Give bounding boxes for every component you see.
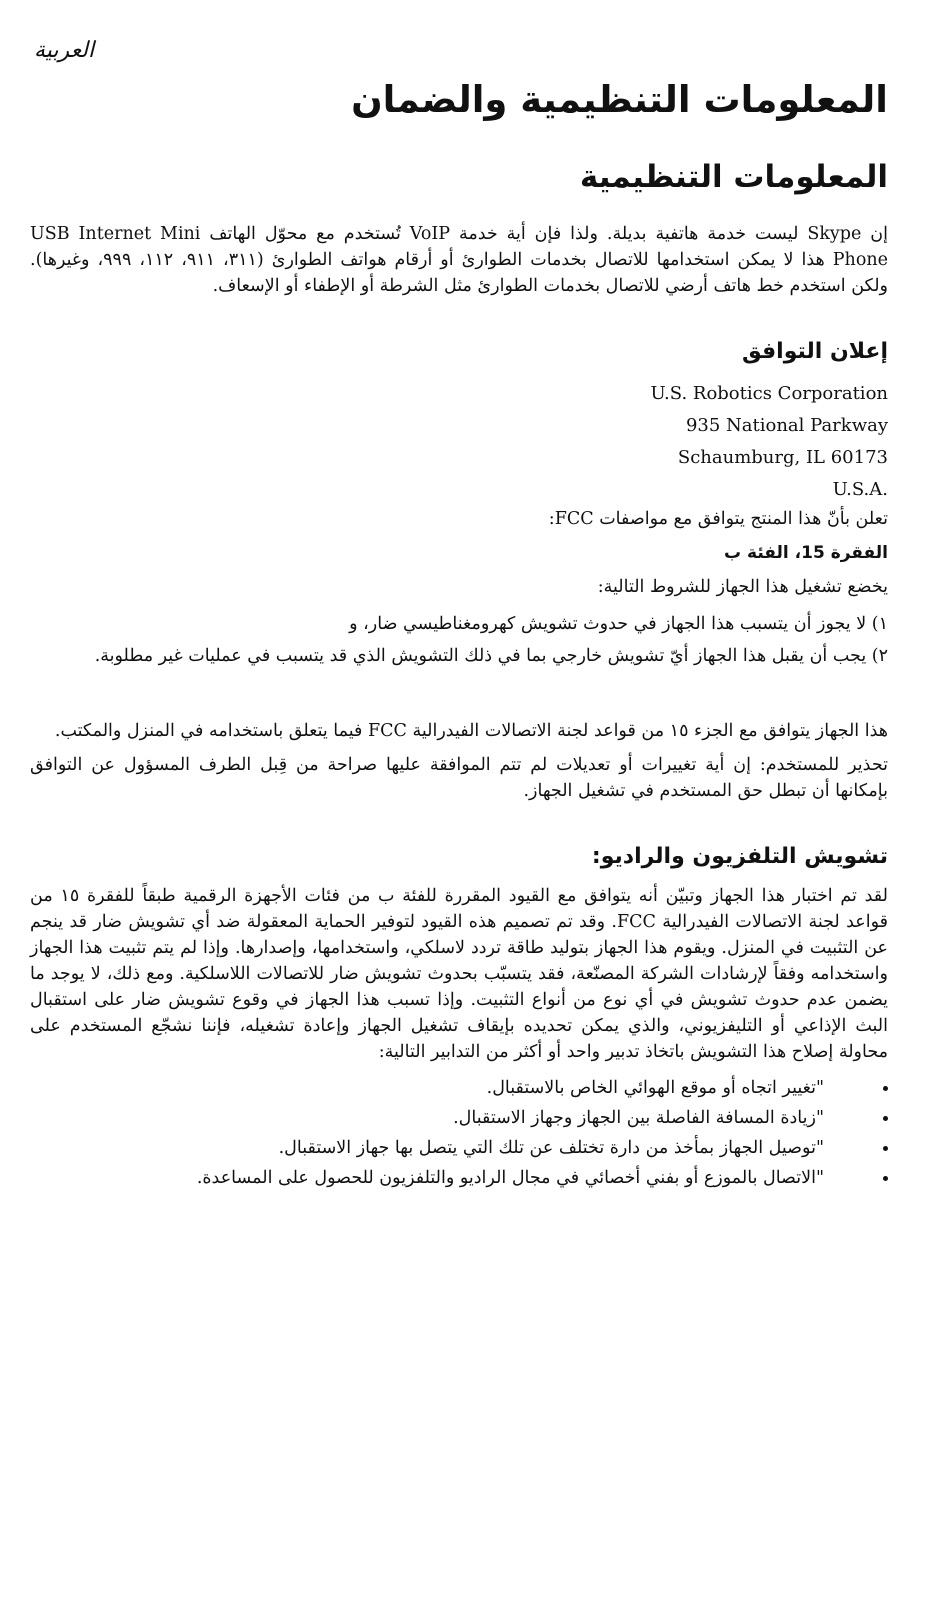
measure-item xyxy=(30,1163,888,1193)
regulatory-heading: المعلومات التنظيمية xyxy=(579,159,888,195)
bullet-icon xyxy=(883,1176,888,1181)
conditions-intro: يخضع تشغيل هذا الجهاز للشروط التالية: xyxy=(597,577,888,597)
interference-heading: تشويش التلفزيون والراديو: xyxy=(591,844,888,869)
measure-text: "توصيل الجهاز بمأخذ من دارة تختلف عن تلك التي يتصل بها جهاز الاستقبال. xyxy=(278,1138,824,1158)
fcc-part: الفقرة 15، الفئة ب xyxy=(724,543,888,563)
address-line: 935 National Parkway xyxy=(685,415,888,436)
bullet-icon xyxy=(883,1086,888,1091)
bullet-icon xyxy=(883,1146,888,1151)
fcc-statement: هذا الجهاز يتوافق مع الجزء ١٥ من قواعد لجنة الاتصالات الفيدرالية FCC فيما يتعلق باستخدامه في المنزل والمكتب. xyxy=(54,721,888,741)
measures-list xyxy=(30,1073,888,1193)
user-warning: تحذير للمستخدم: إن أية تغييرات أو تعديلات لم تتم الموافقة عليها صراحة من قِبل الطرف المسؤول عن التوافق بإمكانها أن تبطل حق المستخدم في تشغيل الجهاز. xyxy=(30,755,888,801)
bullet-icon xyxy=(883,1116,888,1121)
document-content xyxy=(30,78,888,1193)
address-line: U.S. Robotics Corporation xyxy=(650,383,888,404)
compliance-heading: إعلان التوافق xyxy=(741,339,888,364)
measure-item xyxy=(30,1133,888,1163)
fcc-declaration: تعلن بأنّ هذا المنتج يتوافق مع مواصفات FCC: xyxy=(548,509,888,529)
condition-item: ١) لا يجوز أن يتسبب هذا الجهاز في حدوث تشويش كهرومغناطيسي ضار، و xyxy=(349,614,888,634)
measure-text: "تغيير اتجاه أو موقع الهوائي الخاص بالاستقبال. xyxy=(486,1078,824,1098)
address-line: U.S.A. xyxy=(832,479,888,500)
conditions-list xyxy=(30,608,888,672)
condition-item: ٢) يجب أن يقبل هذا الجهاز أيّ تشويش خارجي بما في ذلك التشويش الذي قد يتسبب في عمليات غير مطلوبة. xyxy=(94,646,888,666)
regulatory-body: إن Skype ليست خدمة هاتفية بديلة. ولذا فإن أية خدمة VoIP تُستخدم مع محوّل الهاتف USB Internet Mini Phone هذا لا يمكن استخدامها للاتصال بخدمات الطوارئ أو أرقام هواتف الطوارئ (٣١١، ٩١١، ١١٢، ٩٩٩، وغيرها). ولكن استخدم خط هاتف أرضي للاتصال بخدمات الطوارئ مثل الشرطة أو الإطفاء أو الإسعاف. xyxy=(30,224,889,296)
measure-text: "زيادة المسافة الفاصلة بين الجهاز وجهاز الاستقبال. xyxy=(453,1108,824,1128)
interference-body: لقد تم اختبار هذا الجهاز وتبيّن أنه يتوافق مع القيود المقررة للفئة ب من فئات الأجهزة الرقمية طبقاً للفقرة ١٥ من قواعد لجنة الاتصالات الفيدرالية FCC. وقد تم تصميم هذه القيود لتوفير الحماية المعقولة ضد أي تشويش ضار قد ينجم عن التثبيت في المنزل. ويقوم هذا الجهاز بتوليد طاقة تردد لاسلكي، واستخدامها، وإصدارها. وإذا لم يتم تثبيت هذا الجهاز واستخدامه وفقاً لإرشادات الشركة المصنّعة، فقد يتسبّب بحدوث تشويش ضار للاتصالات اللاسلكية. ومع ذلك، لا يوجد ما يضمن عدم حدوث تشويش في أي نوع من أنواع التثبيت. وإذا تسبب هذا الجهاز في وقوع تشويش ضار على استقبال البث الإذاعي أو التليفزيوني، والذي يمكن تحديده بإيقاف تشغيل الجهاز وإعادة تشغيله، فإننا نشجّع المستخدم على محاولة إصلاح هذا التشويش باتخاذ تدبير واحد أو أكثر من التدابير التالية: xyxy=(30,886,889,1062)
measure-text: "الاتصال بالموزع أو بفني أخصائي في مجال الراديو والتلفزيون للحصول على المساعدة. xyxy=(196,1168,824,1188)
page-title: المعلومات التنظيمية والضمان xyxy=(351,78,888,121)
language-label: العربية xyxy=(34,38,95,63)
address-line: Schaumburg, IL 60173 xyxy=(677,447,888,468)
measure-item xyxy=(30,1073,888,1103)
measure-item xyxy=(30,1103,888,1133)
manufacturer-address xyxy=(30,378,888,506)
